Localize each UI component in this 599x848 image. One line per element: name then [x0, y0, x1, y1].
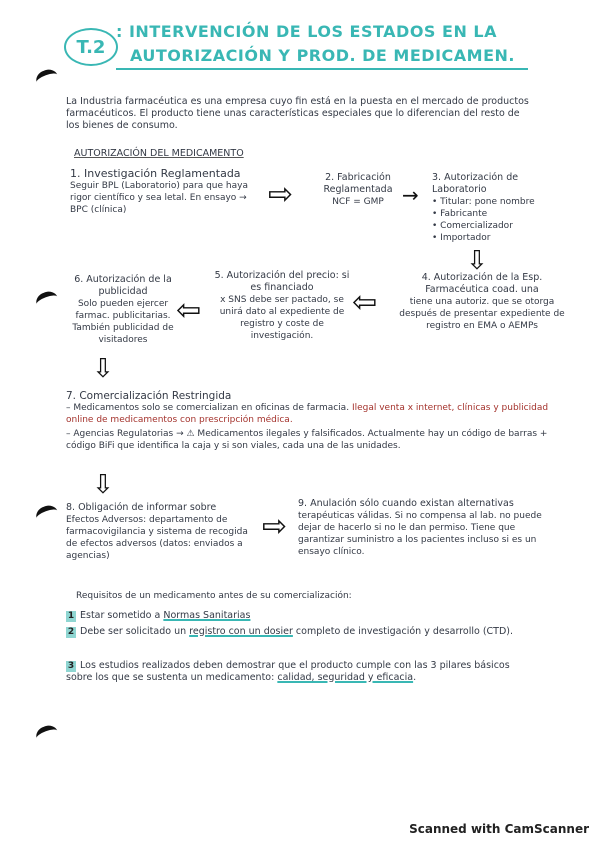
- step-8-title: 8. Obligación de informar sobre: [66, 502, 217, 513]
- step-9-title: 9. Anulación sólo cuando existan alternativas: [298, 498, 514, 509]
- step-9: [298, 498, 558, 558]
- requirement-highlight: calidad, seguridad y eficacia: [277, 672, 414, 683]
- step-6-title: 6. Autorización de la publicidad: [74, 274, 172, 297]
- requirement-text: completo de investigación y desarrollo (CTD).: [292, 626, 514, 637]
- step-2: [308, 172, 408, 208]
- step-8-body: Efectos Adversos: departamento de farmacovigilancia y sistema de recogida de efectos adversos (datos: enviados a agencias): [66, 515, 248, 561]
- step-7-line-1: [66, 402, 576, 426]
- step-5-body: x SNS debe ser pactado, se unirá dato al expediente de registro y coste de investigación.: [219, 295, 345, 341]
- requirement-highlight: registro con un dosier: [189, 626, 293, 637]
- requirement-text: Los estudios realizados deben demostrar que el producto cumple con las 3 pilares básicos sobre los que se sustenta un medicamento:: [66, 660, 510, 683]
- requirement-number: 3: [67, 661, 75, 671]
- step-9-body: terapéuticas válidas. Si no compensa al lab. no puede dejar de hacerlo si no le dan permiso. Tiene que garantizar suministro a los pacientes incluso si es un ensayo clínico.: [298, 511, 542, 557]
- step-3-item: • Importador: [432, 233, 491, 243]
- arrow-left-icon: ⇦: [352, 285, 378, 320]
- requirement-item: [66, 660, 536, 684]
- step-3-item: • Comercializador: [432, 221, 513, 231]
- arrow-left-icon: ⇦: [176, 293, 202, 328]
- binder-hole: [34, 503, 60, 526]
- step-2-title: 2. Fabricación Reglamentada: [323, 172, 393, 195]
- step-6-body: Solo pueden ejercer farmac. publicitarias. También publicidad de visitadores: [72, 299, 174, 345]
- binder-hole: [34, 723, 60, 746]
- step-7-line-1-text: – Medicamentos solo se comercializan en oficinas de farmacia.: [66, 403, 350, 413]
- title-line-2: AUTORIZACIÓN Y PROD. DE MEDICAMEN.: [116, 44, 528, 70]
- topic-badge: T.2: [64, 28, 118, 66]
- step-3-title: 3. Autorización de Laboratorio: [432, 172, 519, 195]
- requirement-highlight: Normas Sanitarias: [163, 610, 251, 621]
- step-2-body: NCF = GMP: [332, 197, 384, 207]
- requirement-text: Debe ser solicitado un: [80, 626, 190, 637]
- step-3-item: • Fabricante: [432, 209, 488, 219]
- step-7-line-2: – Agencias Regulatorias → ⚠ Medicamentos ilegales y falsificados. Actualmente hay un código de barras + código BiFi que identifica la caja y si son viales, cada una de las unidades.: [66, 429, 548, 451]
- requirement-text: Estar sometido a: [80, 610, 164, 621]
- step-6: [64, 274, 182, 346]
- step-3: [432, 172, 562, 244]
- step-5-title: 5. Autorización del precio: si es financiado: [214, 270, 350, 293]
- requirement-number: 2: [67, 627, 75, 637]
- step-3-item: • Titular: pone nombre: [432, 197, 535, 207]
- page-title: [116, 20, 546, 70]
- step-7-line-1-red: Ilegal venta x internet, clínicas y publicidad online de medicamentos con prescripción médica.: [66, 403, 549, 425]
- step-4-title: 4. Autorización de la Esp. Farmacéutica coad. una: [421, 272, 543, 295]
- step-8: [66, 502, 256, 562]
- step-5: [212, 270, 352, 342]
- binder-hole: [34, 67, 60, 90]
- requirement-number: 1: [67, 611, 75, 621]
- requirements-header: Requisitos de un medicamento antes de su comercialización:: [76, 591, 352, 601]
- step-7-title: 7. Comercialización Restringida: [66, 390, 232, 402]
- section-header: AUTORIZACIÓN DEL MEDICAMENTO: [74, 148, 244, 159]
- step-1: [70, 168, 260, 216]
- requirement-item: [66, 610, 526, 622]
- title-line-1: : INTERVENCIÓN DE LOS ESTADOS EN LA: [116, 22, 497, 41]
- binder-hole: [34, 289, 60, 312]
- step-1-title: 1. Investigación Reglamentada: [70, 167, 241, 180]
- step-4: [392, 272, 572, 332]
- step-4-body: tiene una autoriz. que se otorga después de presentar expediente de registro en EMA o AEMPs: [399, 297, 565, 331]
- intro-paragraph: La Industria farmacéutica es una empresa cuyo fin está en la puesta en el mercado de productos farmacéuticos. El producto tiene unas características especiales que lo diferencian del resto de los bienes de consumo.: [66, 96, 529, 131]
- arrow-down-icon: ⇩: [92, 470, 114, 500]
- step-7: [66, 390, 576, 452]
- arrow-down-icon: ⇩: [92, 354, 114, 384]
- arrow-right-icon: →: [402, 183, 419, 207]
- requirement-item: [66, 626, 546, 638]
- scanner-watermark: Scanned with CamScanner: [409, 822, 589, 836]
- step-1-body: Seguir BPL (Laboratorio) para que haya rigor científico y sea letal. En ensayo → BPC (clínica): [70, 181, 248, 215]
- arrow-down-icon: ⇩: [466, 246, 488, 276]
- arrow-right-icon: ⇨: [262, 509, 288, 544]
- requirement-text: .: [413, 672, 417, 683]
- arrow-right-icon: ⇨: [268, 177, 294, 212]
